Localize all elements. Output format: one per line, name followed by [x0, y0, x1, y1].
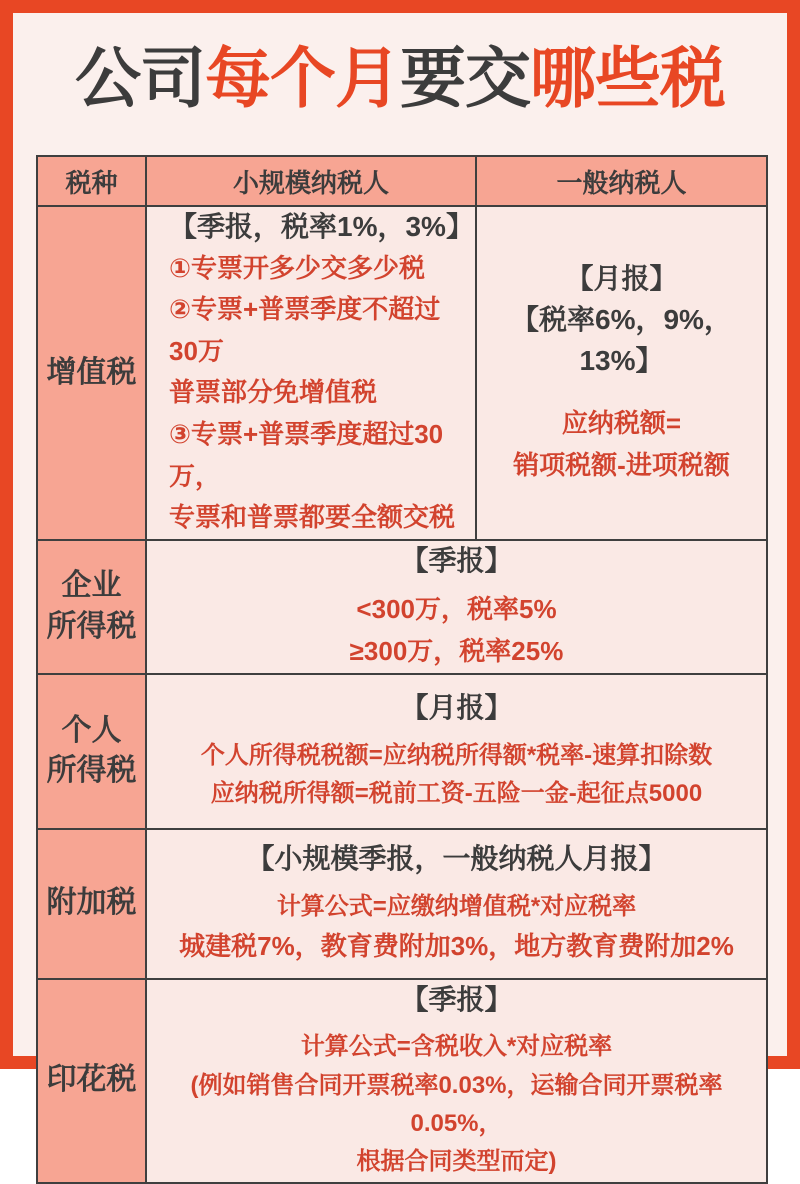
row-surtax	[37, 829, 767, 979]
title-segment-2: 每个月	[205, 41, 400, 115]
vat-label: 增值税	[37, 206, 146, 540]
surtax-label: 附加税	[37, 829, 146, 979]
vat-general-line: 销项税额-进项税额	[513, 449, 730, 480]
stamp-content-cell	[146, 979, 767, 1183]
row-stamp-tax	[37, 979, 767, 1183]
page-title	[13, 37, 787, 120]
personal-line: 个人所得税税额=应纳税所得额*税率-速算扣除数	[200, 741, 713, 769]
vat-general-header-2: 【税率6%，9%，13%】	[511, 303, 732, 376]
vat-small-cell	[146, 206, 476, 540]
corporate-label-line-1: 企业	[61, 569, 122, 603]
vat-small-line: ②专票+普票季度不超过30万	[169, 294, 441, 366]
vat-general-line: 应纳税额=	[561, 408, 682, 439]
row-vat	[37, 206, 767, 540]
personal-content-cell	[146, 674, 767, 829]
row-corporate-income-tax	[37, 540, 767, 674]
header-tax-type: 税种	[37, 156, 146, 206]
personal-line: 应纳税所得额=税前工资-五险一金-起征点5000	[210, 780, 703, 808]
surtax-header: 【小规模季报，一般纳税人月报】	[246, 843, 667, 875]
surtax-content-cell	[146, 829, 767, 979]
corporate-label-line-2: 所得税	[46, 609, 137, 643]
vat-small-line: ①专票开多少交多少税	[169, 252, 426, 283]
stamp-line: 计算公式=含税收入*对应税率	[300, 1033, 613, 1061]
corporate-header: 【季报】	[400, 544, 513, 576]
table-header-row	[37, 156, 767, 206]
vat-small-line: 专票和普票都要全额交税	[169, 502, 456, 533]
surtax-line: 计算公式=应缴纳增值税*对应税率	[276, 892, 637, 920]
header-general-taxpayer: 一般纳税人	[476, 156, 767, 206]
tax-table	[36, 155, 768, 1184]
stamp-header: 【季报】	[400, 983, 513, 1015]
personal-label-line-2: 所得税	[46, 754, 137, 788]
corporate-line: ≥300万，税率25%	[349, 635, 564, 666]
stamp-line: (例如销售合同开票税率0.03%，运输合同开票税率0.05%，	[190, 1071, 723, 1137]
row-personal-income-tax	[37, 674, 767, 829]
title-segment-3: 要交	[400, 41, 530, 115]
vat-general-header-1: 【月报】	[565, 263, 678, 295]
personal-label	[37, 674, 146, 829]
surtax-line: 城建税7%，教育费附加3%，地方教育费附加2%	[179, 931, 734, 962]
vat-general-cell	[476, 206, 767, 540]
vat-small-header: 【季报，税率1%，3%】	[169, 211, 474, 242]
corporate-label	[37, 540, 146, 674]
vat-small-line: 普票部分免增值税	[169, 377, 378, 408]
vat-small-line: ③专票+普票季度超过30万，	[169, 418, 444, 491]
title-segment-4: 哪些税	[530, 41, 725, 115]
stamp-label: 印花税	[37, 979, 146, 1183]
personal-header: 【月报】	[400, 692, 513, 724]
stamp-line: 根据合同类型而定)	[356, 1148, 557, 1176]
corporate-line: <300万，税率5%	[356, 594, 557, 625]
header-small-taxpayer: 小规模纳税人	[146, 156, 476, 206]
title-segment-1: 公司	[75, 41, 205, 115]
personal-label-line-1: 个人	[61, 713, 122, 747]
corporate-content-cell	[146, 540, 767, 674]
